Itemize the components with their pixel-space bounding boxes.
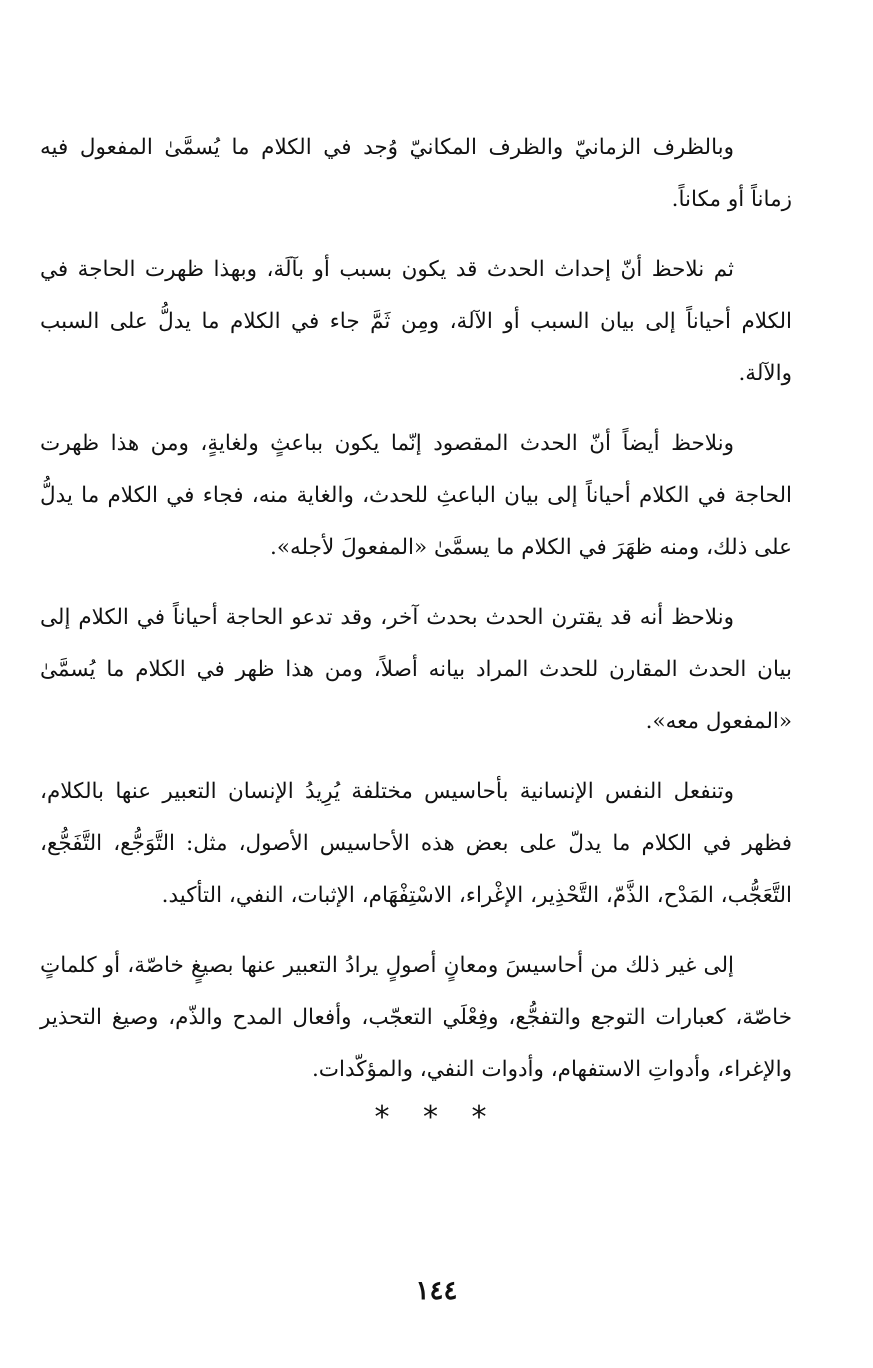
paragraph-2: ثم نلاحظ أنّ إحداث الحدث قد يكون بسبب أو بآلَة، وبهذا ظهرت الحاجة في الكلام أحياناً إلى بيان السبب أو الآلة، ومِن ثَمَّ جاء في الكلام ما يدلُّ على السبب والآلة. xyxy=(40,257,792,386)
page-number: ١٤٤ xyxy=(415,1276,458,1306)
paragraph-3: ونلاحظ أيضاً أنّ الحدث المقصود إنّما يكون بباعثٍ ولغايةٍ، ومن هذا ظهرت الحاجة في الكلام أحياناً إلى بيان الباعثِ للحدث، والغاية منه، فجاء في الكلام ما يدلُّ على ذلك، ومنه ظهَرَ في الكلام ما يسمَّىٰ «المفعولَ لأجله». xyxy=(40,431,792,560)
paragraph-1: وبالظرف الزمانيّ والظرف المكانيّ وُجد في الكلام ما يُسمَّىٰ المفعول فيه زماناً أو مكاناً. xyxy=(40,135,792,212)
section-separator: * * * xyxy=(374,1100,499,1135)
body-text xyxy=(40,122,792,1114)
paragraph-5: وتنفعل النفس الإنسانية بأحاسيس مختلفة يُرِيدُ الإنسان التعبير عنها بالكلام، فظهر في الكلام ما يدلّ على بعض هذه الأحاسيس الأصول، مثل: التَّوَجُّع، التَّفَجُّع، التَّعَجُّب، المَدْح، الذَّمّ، التَّحْذِير، الإغْراء، الاسْتِفْهَام، الإثبات، النفي، التأكيد. xyxy=(40,779,792,908)
paragraph-6: إلى غير ذلك من أحاسيسَ ومعانٍ أصولٍ يرادُ التعبير عنها بصيغٍ خاصّة، أو كلماتٍ خاصّة، كعبارات التوجع والتفجُّع، وفِعْلَي التعجّب، وأفعال المدح والذّم، وصيغ التحذير والإغراء، وأدواتِ الاستفهام، وأدوات النفي، والمؤكّدات. xyxy=(40,953,792,1082)
paragraph-4: ونلاحظ أنه قد يقترن الحدث بحدث آخر، وقد تدعو الحاجة أحياناً في الكلام إلى بيان الحدث المقارن للحدث المراد بيانه أصلاً، ومن هذا ظهر في الكلام ما يُسمَّىٰ «المفعول معه». xyxy=(40,605,792,734)
